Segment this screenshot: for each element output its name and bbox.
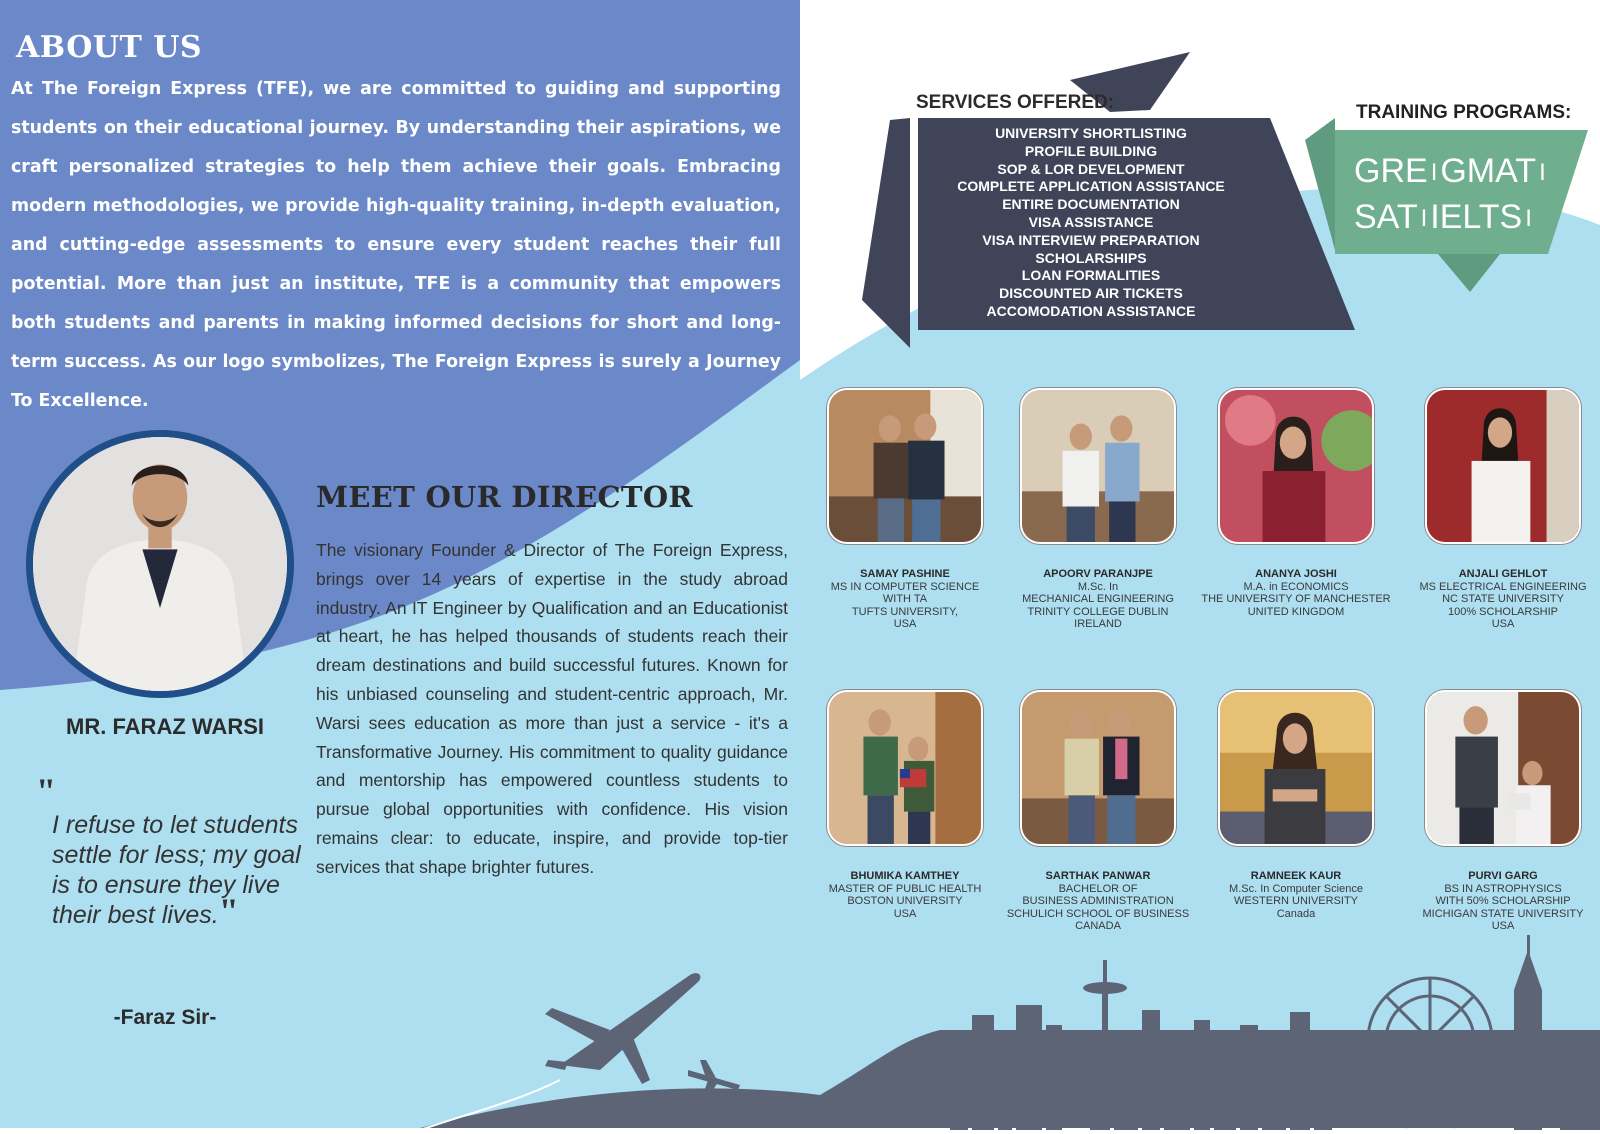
service-item: SCHOLARSHIPS — [1035, 249, 1147, 266]
student-detail: WESTERN UNIVERSITY — [1233, 895, 1359, 907]
student-detail: MS ELECTRICAL ENGINEERING — [1419, 580, 1587, 593]
service-item: VISA INTERVIEW PREPARATION — [982, 231, 1200, 248]
program-sat: SAT I — [1354, 196, 1430, 242]
student-detail: BACHELOR OF — [1058, 882, 1138, 895]
student-card — [1408, 690, 1598, 933]
student-card — [1408, 388, 1598, 631]
student-card — [810, 690, 1000, 920]
training-programs — [1354, 150, 1574, 242]
student-photo — [1425, 388, 1581, 544]
student-detail: CANADA — [1075, 920, 1121, 932]
student-photo — [1218, 388, 1374, 544]
director-name: MR. FARAZ WARSI — [66, 714, 264, 739]
close-quote-mark: " — [218, 891, 239, 931]
program-ielts: IELTS I — [1430, 196, 1535, 242]
student-detail: MASTER OF PUBLIC HEALTH — [828, 882, 982, 895]
service-item: VISA ASSISTANCE — [1028, 213, 1154, 230]
student-photo — [1425, 690, 1581, 846]
student-detail: WITH 50% SCHOLARSHIP — [1435, 895, 1571, 907]
service-item: ENTIRE DOCUMENTATION — [1002, 196, 1180, 213]
student-card — [1003, 388, 1193, 631]
student-detail: USA — [893, 907, 917, 920]
student-detail: USA — [1491, 618, 1515, 630]
student-detail: M.A. in ECONOMICS — [1243, 580, 1349, 593]
student-detail: MICHIGAN STATE UNIVERSITY — [1422, 907, 1584, 920]
student-detail: BUSINESS ADMINISTRATION — [1022, 895, 1174, 907]
service-item: ACCOMODATION ASSISTANCE — [986, 302, 1196, 319]
student-detail: MS IN COMPUTER SCIENCE — [830, 580, 980, 593]
student-name: SAMAY PASHINE — [860, 568, 950, 580]
student-photo — [1020, 388, 1176, 544]
quote-author: -Faraz Sir- — [113, 1006, 217, 1029]
student-detail: TRINITY COLLEGE DUBLIN — [1027, 605, 1169, 618]
services-list — [936, 125, 1246, 321]
student-name: ANJALI GEHLOT — [1458, 568, 1548, 580]
meet-director-title: MEET OUR DIRECTOR — [316, 480, 693, 514]
student-detail: USA — [893, 618, 917, 630]
student-name: RAMNEEK KAUR — [1250, 870, 1342, 882]
about-us-text: At The Foreign Express (TFE), we are committed to guiding and supporting students on their educational journey. By understanding their aspirations, we craft personalized strategies to help them achieve their goals. Embracing modern methodologies, we provide high-quality training, in-depth evaluation, and cutting-edge assessments to ensure every student reaches their full potential. More than just an institute, TFE is a community that empowers both students and parents in making informed decisions for short and long-term success. As our logo symbolizes, The Foreign Express is surely a Journey To Excellence. — [11, 79, 781, 411]
student-card — [1003, 690, 1193, 933]
student-photo — [1020, 690, 1176, 846]
student-detail: M.Sc. In Computer Science — [1229, 882, 1363, 895]
student-detail: WITH TA — [882, 593, 928, 605]
service-item: LOAN FORMALITIES — [1021, 267, 1161, 284]
director-quote — [36, 771, 306, 931]
quote-text: I refuse to let students settle for less; my goal is to ensure they live their best lives. — [52, 811, 301, 929]
student-name: ANANYA JOSHI — [1255, 568, 1337, 580]
student-photo — [827, 690, 983, 846]
program-gmat: GMAT I — [1440, 150, 1548, 196]
service-item: PROFILE BUILDING — [1024, 142, 1158, 159]
student-detail: USA — [1491, 920, 1515, 932]
program-gre: GRE I — [1354, 150, 1440, 196]
student-detail: IRELAND — [1074, 618, 1122, 630]
student-detail: SCHULICH SCHOOL OF BUSINESS — [1006, 907, 1190, 920]
student-photo — [827, 388, 983, 544]
student-photo — [1218, 690, 1374, 846]
student-card — [1201, 388, 1391, 618]
service-item: SOP & LOR DEVELOPMENT — [997, 160, 1185, 177]
student-name: PURVI GARG — [1468, 870, 1538, 882]
open-quote-mark: " — [36, 771, 56, 811]
student-name: SARTHAK PANWAR — [1045, 870, 1151, 882]
services-title: SERVICES OFFERED: — [916, 92, 1115, 113]
student-card — [1201, 690, 1391, 920]
student-name: APOORV PARANJPE — [1043, 568, 1153, 580]
student-detail: TUFTS UNIVERSITY, — [851, 605, 959, 618]
service-item: COMPLETE APPLICATION ASSISTANCE — [957, 178, 1225, 195]
student-card — [810, 388, 1000, 631]
airplane-icon — [545, 973, 700, 1084]
student-detail: MECHANICAL ENGINEERING — [1022, 593, 1174, 605]
director-photo — [26, 430, 294, 698]
student-detail: BS IN ASTROPHYSICS — [1444, 882, 1562, 895]
student-detail: BOSTON UNIVERSITY — [847, 895, 963, 907]
student-detail: NC STATE UNIVERSITY — [1442, 593, 1564, 605]
service-item: UNIVERSITY SHORTLISTING — [995, 125, 1187, 141]
service-item: DISCOUNTED AIR TICKETS — [999, 285, 1183, 302]
student-detail: 100% SCHOLARSHIP — [1447, 605, 1559, 618]
director-bio: The visionary Founder & Director of The Foreign Express, brings over 14 years of expertise in the study abroad industry. An IT Engineer by Qualification and an Educationist at heart, he has helped thousands of students reach their dream destinations and build successful futures. Known for his unbiased counseling and student-centric approach, Mr. Warsi sees education as more than just a service - it's a Transformative Journey. His commitment to quality guidance and mentorship has empowered countless students to pursue global opportunities with confidence. His vision remains clear: to educate, inspire, and provide top-tier services that shape brighter futures. — [316, 540, 788, 877]
training-title: TRAINING PROGRAMS: — [1356, 102, 1572, 123]
student-detail: M.Sc. In — [1077, 580, 1119, 593]
student-name: BHUMIKA KAMTHEY — [850, 870, 960, 882]
student-detail: UNITED KINGDOM — [1247, 605, 1345, 618]
student-detail: THE UNIVERSITY OF MANCHESTER — [1201, 593, 1391, 605]
about-us-title: ABOUT US — [16, 30, 203, 65]
student-detail: Canada — [1276, 907, 1316, 920]
